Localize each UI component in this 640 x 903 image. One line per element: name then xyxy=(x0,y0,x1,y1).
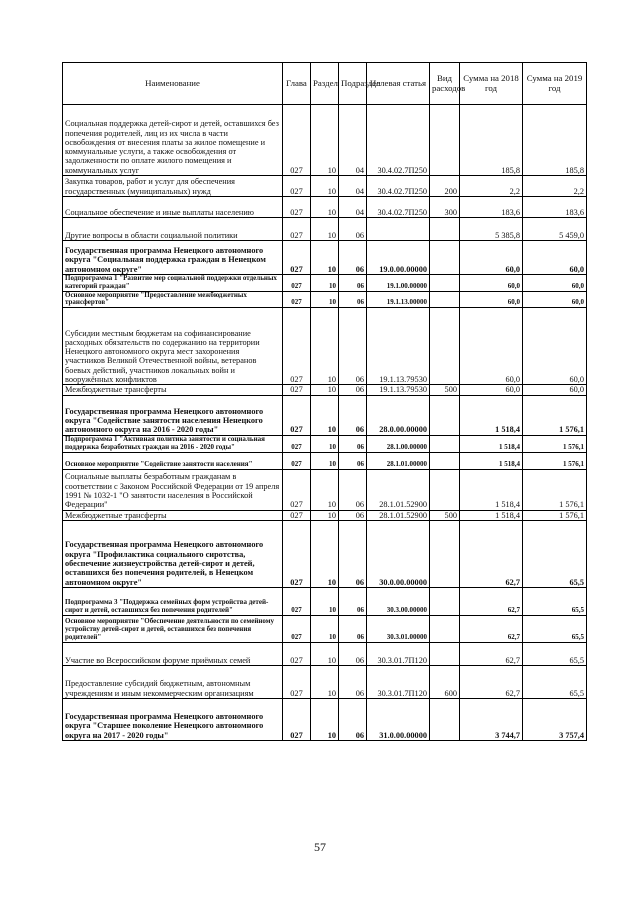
row-sum-2019: 65,5 xyxy=(523,642,587,665)
row-sum-2019: 1 576,1 xyxy=(523,435,587,452)
row-target: 28.1.01.52900 xyxy=(367,510,430,520)
table-row xyxy=(63,176,587,197)
row-glava: 027 xyxy=(283,615,311,642)
row-target: 28.1.00.00000 xyxy=(367,435,430,452)
row-glava: 027 xyxy=(283,291,311,308)
row-podrazdel: 06 xyxy=(339,520,367,587)
row-razdel: 10 xyxy=(311,665,339,698)
row-name: Социальная поддержка детей-сирот и детей, оставшихся без попечения родителей, лиц из их числа в части освобождения от внесения платы за жилое помещение и коммунальные услуги, а также освобождения от задолженности по оплате жилого помещения и коммунальных услуг xyxy=(63,105,283,176)
row-razdel: 10 xyxy=(311,241,339,275)
row-podrazdel: 06 xyxy=(339,469,367,510)
row-glava: 027 xyxy=(283,218,311,241)
row-sum-2018: 5 385,8 xyxy=(460,218,523,241)
table-row xyxy=(63,520,587,587)
row-glava: 027 xyxy=(283,435,311,452)
row-sum-2018: 1 518,4 xyxy=(460,435,523,452)
row-vid xyxy=(430,218,460,241)
row-podrazdel: 06 xyxy=(339,510,367,520)
row-sum-2018: 60,0 xyxy=(460,308,523,385)
table-row xyxy=(63,385,587,395)
page-number: 57 xyxy=(314,840,326,854)
header-razdel: Раздел xyxy=(311,63,339,105)
row-sum-2018: 62,7 xyxy=(460,587,523,615)
row-glava: 027 xyxy=(283,510,311,520)
row-sum-2019: 65,5 xyxy=(523,665,587,698)
row-podrazdel: 06 xyxy=(339,241,367,275)
row-sum-2018: 1 518,4 xyxy=(460,452,523,469)
row-vid: 300 xyxy=(430,197,460,218)
table-row xyxy=(63,615,587,642)
row-name: Основное мероприятие "Содействие занятости населения" xyxy=(63,452,283,469)
row-podrazdel: 06 xyxy=(339,395,367,435)
table-row xyxy=(63,275,587,292)
row-name: Предоставление субсидий бюджетным, автономным учреждениям и иным некоммерческим организациям xyxy=(63,665,283,698)
row-vid xyxy=(430,520,460,587)
row-sum-2019: 60,0 xyxy=(523,308,587,385)
row-name: Межбюджетные трансферты xyxy=(63,510,283,520)
table-body xyxy=(63,105,587,741)
row-podrazdel: 06 xyxy=(339,218,367,241)
row-podrazdel: 06 xyxy=(339,587,367,615)
row-sum-2018: 60,0 xyxy=(460,275,523,292)
row-glava: 027 xyxy=(283,275,311,292)
row-sum-2018: 62,7 xyxy=(460,615,523,642)
row-sum-2019: 60,0 xyxy=(523,241,587,275)
row-podrazdel: 06 xyxy=(339,308,367,385)
row-glava: 027 xyxy=(283,176,311,197)
table-row xyxy=(63,435,587,452)
row-vid xyxy=(430,698,460,740)
row-sum-2018: 60,0 xyxy=(460,385,523,395)
row-sum-2018: 1 518,4 xyxy=(460,395,523,435)
row-podrazdel: 06 xyxy=(339,291,367,308)
row-podrazdel: 06 xyxy=(339,698,367,740)
row-glava: 027 xyxy=(283,469,311,510)
row-sum-2018: 60,0 xyxy=(460,291,523,308)
row-vid xyxy=(430,452,460,469)
row-name: Государственная программа Ненецкого автономного округа "Старшее поколение Ненецкого автономного округа на 2017 - 2020 годы" xyxy=(63,698,283,740)
header-sum-2018: Сумма на 2018 год xyxy=(460,63,523,105)
header-name: Наименование xyxy=(63,63,283,105)
row-glava: 027 xyxy=(283,197,311,218)
row-razdel: 10 xyxy=(311,520,339,587)
row-target: 30.4.02.7П250 xyxy=(367,197,430,218)
row-sum-2018: 60,0 xyxy=(460,241,523,275)
row-sum-2018: 62,7 xyxy=(460,665,523,698)
row-podrazdel: 06 xyxy=(339,275,367,292)
row-podrazdel: 04 xyxy=(339,105,367,176)
row-glava: 027 xyxy=(283,308,311,385)
row-sum-2019: 60,0 xyxy=(523,275,587,292)
row-sum-2019: 1 576,1 xyxy=(523,452,587,469)
row-sum-2019: 65,5 xyxy=(523,520,587,587)
row-razdel: 10 xyxy=(311,218,339,241)
row-glava: 027 xyxy=(283,665,311,698)
table-row xyxy=(63,698,587,740)
table-row xyxy=(63,452,587,469)
table-row xyxy=(63,241,587,275)
row-sum-2018: 1 518,4 xyxy=(460,510,523,520)
row-glava: 027 xyxy=(283,642,311,665)
row-target: 19.1.13.00000 xyxy=(367,291,430,308)
row-sum-2018: 183,6 xyxy=(460,197,523,218)
row-vid: 600 xyxy=(430,665,460,698)
row-sum-2019: 3 757,4 xyxy=(523,698,587,740)
row-razdel: 10 xyxy=(311,698,339,740)
row-podrazdel: 04 xyxy=(339,197,367,218)
row-razdel: 10 xyxy=(311,469,339,510)
row-glava: 027 xyxy=(283,241,311,275)
row-glava: 027 xyxy=(283,520,311,587)
row-target: 31.0.00.00000 xyxy=(367,698,430,740)
row-razdel: 10 xyxy=(311,275,339,292)
table-row xyxy=(63,291,587,308)
row-sum-2019: 185,8 xyxy=(523,105,587,176)
row-name: Социальное обеспечение и иные выплаты населению xyxy=(63,197,283,218)
row-glava: 027 xyxy=(283,395,311,435)
row-name: Подпрограмма 3 "Поддержка семейных форм устройства детей-сирот и детей, оставшихся без попечения родителей" xyxy=(63,587,283,615)
header-glava: Глава xyxy=(283,63,311,105)
table-row xyxy=(63,218,587,241)
table-row xyxy=(63,105,587,176)
budget-table xyxy=(62,62,587,741)
row-podrazdel: 06 xyxy=(339,615,367,642)
row-target: 30.4.02.7П250 xyxy=(367,105,430,176)
row-target: 19.0.00.00000 xyxy=(367,241,430,275)
row-vid xyxy=(430,395,460,435)
row-target xyxy=(367,218,430,241)
row-vid xyxy=(430,241,460,275)
row-sum-2018: 2,2 xyxy=(460,176,523,197)
header-sum-2019: Сумма на 2019 год xyxy=(523,63,587,105)
table-row xyxy=(63,510,587,520)
row-razdel: 10 xyxy=(311,435,339,452)
row-sum-2019: 60,0 xyxy=(523,385,587,395)
row-sum-2018: 62,7 xyxy=(460,642,523,665)
row-sum-2019: 1 576,1 xyxy=(523,469,587,510)
row-vid xyxy=(430,275,460,292)
row-name: Субсидии местным бюджетам на софинансирование расходных обязательств по содержанию на территории Ненецкого автономного округа мест захоронения участников Великой Отечественной войны, ветеранов боевых действий, участников локальных войн и вооружённых конфликтов xyxy=(63,308,283,385)
row-sum-2019: 60,0 xyxy=(523,291,587,308)
row-razdel: 10 xyxy=(311,197,339,218)
row-name: Государственная программа Ненецкого автономного округа "Социальная поддержка граждан в Ненецком автономном округе" xyxy=(63,241,283,275)
row-name: Подпрограмма 1 "Развитие мер социальной поддержки отдельных категорий граждан" xyxy=(63,275,283,292)
row-name: Основное мероприятие "Предоставление межбюджетных трансфертов" xyxy=(63,291,283,308)
row-vid xyxy=(430,308,460,385)
row-target: 30.4.02.7П250 xyxy=(367,176,430,197)
row-glava: 027 xyxy=(283,105,311,176)
row-razdel: 10 xyxy=(311,587,339,615)
table-row xyxy=(63,395,587,435)
row-vid xyxy=(430,435,460,452)
row-name: Социальные выплаты безработным гражданам в соответствии с Законом Российской Федерации от 19 апреля 1991 № 1032-1 "О занятости населения в Российской Федерации" xyxy=(63,469,283,510)
row-razdel: 10 xyxy=(311,452,339,469)
row-sum-2018: 62,7 xyxy=(460,520,523,587)
row-vid xyxy=(430,642,460,665)
row-sum-2019: 183,6 xyxy=(523,197,587,218)
row-target: 30.3.01.00000 xyxy=(367,615,430,642)
row-podrazdel: 04 xyxy=(339,176,367,197)
row-sum-2019: 65,5 xyxy=(523,615,587,642)
row-vid: 200 xyxy=(430,176,460,197)
row-razdel: 10 xyxy=(311,385,339,395)
row-razdel: 10 xyxy=(311,642,339,665)
row-razdel: 10 xyxy=(311,291,339,308)
row-target: 28.1.01.52900 xyxy=(367,469,430,510)
row-target: 30.3.01.7П120 xyxy=(367,642,430,665)
row-name: Государственная программа Ненецкого автономного округа "Содействие занятости населения Ненецкого автономного округа на 2016 - 2020 годы" xyxy=(63,395,283,435)
row-sum-2019: 2,2 xyxy=(523,176,587,197)
table-row xyxy=(63,469,587,510)
row-vid xyxy=(430,587,460,615)
row-razdel: 10 xyxy=(311,176,339,197)
row-razdel: 10 xyxy=(311,395,339,435)
row-target: 30.3.01.7П120 xyxy=(367,665,430,698)
row-sum-2018: 185,8 xyxy=(460,105,523,176)
row-name: Участие во Всероссийском форуме приёмных семей xyxy=(63,642,283,665)
row-razdel: 10 xyxy=(311,510,339,520)
row-sum-2019: 1 576,1 xyxy=(523,510,587,520)
row-sum-2019: 65,5 xyxy=(523,587,587,615)
header-podrazdel: Подраздел xyxy=(339,63,367,105)
row-name: Межбюджетные трансферты xyxy=(63,385,283,395)
table-row xyxy=(63,665,587,698)
row-target: 28.0.00.00000 xyxy=(367,395,430,435)
row-razdel: 10 xyxy=(311,308,339,385)
row-name: Государственная программа Ненецкого автономного округа "Профилактика социального сиротства, обеспечение жизнеустройства детей-сирот и детей, оставшихся без попечения родителей, в Ненецком автономном округе" xyxy=(63,520,283,587)
row-name: Подпрограмма 1 "Активная политика занятости и социальная поддержка безработных граждан на 2016 - 2020 годы" xyxy=(63,435,283,452)
row-podrazdel: 06 xyxy=(339,435,367,452)
row-vid xyxy=(430,615,460,642)
row-name: Основное мероприятие "Обеспечение деятельности по семейному устройству детей-сирот и детей, оставшихся без попечения родителей" xyxy=(63,615,283,642)
row-razdel: 10 xyxy=(311,615,339,642)
row-sum-2018: 1 518,4 xyxy=(460,469,523,510)
row-glava: 027 xyxy=(283,698,311,740)
row-target: 19.1.00.00000 xyxy=(367,275,430,292)
header-target: Целевая статья xyxy=(367,63,430,105)
row-sum-2019: 1 576,1 xyxy=(523,395,587,435)
table-row xyxy=(63,308,587,385)
row-vid: 500 xyxy=(430,510,460,520)
row-name: Другие вопросы в области социальной политики xyxy=(63,218,283,241)
row-name: Закупка товаров, работ и услуг для обеспечения государственных (муниципальных) нужд xyxy=(63,176,283,197)
row-sum-2019: 5 459,0 xyxy=(523,218,587,241)
row-target: 28.1.01.00000 xyxy=(367,452,430,469)
row-target: 30.0.00.00000 xyxy=(367,520,430,587)
row-razdel: 10 xyxy=(311,105,339,176)
header-row xyxy=(63,63,587,105)
row-target: 30.3.00.00000 xyxy=(367,587,430,615)
row-vid xyxy=(430,291,460,308)
row-glava: 027 xyxy=(283,385,311,395)
table-row xyxy=(63,642,587,665)
table-row xyxy=(63,197,587,218)
row-podrazdel: 06 xyxy=(339,385,367,395)
row-vid xyxy=(430,105,460,176)
table-row xyxy=(63,587,587,615)
row-target: 19.1.13.79530 xyxy=(367,385,430,395)
row-podrazdel: 06 xyxy=(339,642,367,665)
row-podrazdel: 06 xyxy=(339,665,367,698)
row-sum-2018: 3 744,7 xyxy=(460,698,523,740)
row-vid xyxy=(430,469,460,510)
row-target: 19.1.13.79530 xyxy=(367,308,430,385)
header-vid: Вид расходов xyxy=(430,63,460,105)
row-podrazdel: 06 xyxy=(339,452,367,469)
row-vid: 500 xyxy=(430,385,460,395)
row-glava: 027 xyxy=(283,452,311,469)
row-glava: 027 xyxy=(283,587,311,615)
